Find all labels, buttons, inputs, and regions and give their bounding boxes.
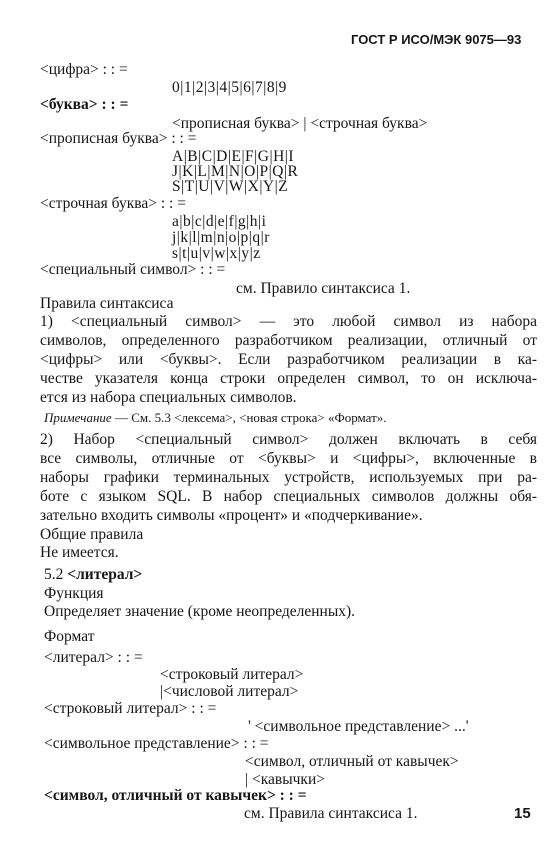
note-label: Примечание xyxy=(44,410,112,425)
page-number: 15 xyxy=(514,805,531,822)
para2-line-3: наборы графики терминальных устройств, используемых при ра- xyxy=(40,469,537,486)
para1-line-3: <цифры> или <буквы>. Если разработчиком реализации в ка- xyxy=(40,351,537,368)
rule-letter-values: <прописная буква> | <строчная буква> xyxy=(172,115,428,132)
none-text: Не имеется. xyxy=(40,544,119,561)
format-char-repr-alt1: <символ, отличный от кавычек> xyxy=(245,753,459,770)
section-title: <литерал> xyxy=(67,566,143,583)
para2-line-2: все символы, отличные от <буквы> и <цифры>, включенные в xyxy=(40,450,537,467)
para2-line-1: 2) Набор <специальный символ> должен включать в себя xyxy=(40,431,537,448)
para2-line-5: зательно входить символы «процент» и «подчеркивание». xyxy=(40,507,423,524)
rule-upper: <прописная буква> : : = xyxy=(40,130,197,147)
format-char-repr-alt2: | <кавычки> xyxy=(245,771,325,788)
para1-line-2: символов, определенного разработчиком реализации, отличный от xyxy=(40,332,537,349)
rule-digit: <цифра> : : = xyxy=(40,61,128,78)
format-nonquote: <символ, отличный от кавычек> : : = xyxy=(44,787,307,804)
format-literal-alt1: <строковый литерал> xyxy=(160,666,304,683)
format-literal-alt2: |<числовой литерал> xyxy=(160,683,299,700)
format-char-repr: <символьное представление> : : = xyxy=(44,735,269,752)
rule-lower-values-1: a|b|c|d|e|f|g|h|i xyxy=(172,213,267,230)
para1-line-5: ется из набора специальных символов. xyxy=(40,389,297,406)
rule-special-value: см. Правило синтаксиса 1. xyxy=(236,280,411,297)
rule-lower: <строчная буква> : : = xyxy=(40,195,186,212)
para2-line-4: боте с языком SQL. В набор специальных символов должны обя- xyxy=(40,488,537,505)
format-string-literal: <строковый литерал> : : = xyxy=(44,700,217,717)
format-nonquote-value: см. Правила синтаксиса 1. xyxy=(244,805,418,822)
section-number: 5.2 xyxy=(44,566,64,583)
note-text: — См. 5.3 <лексема>, <новая строка> «Формат». xyxy=(114,410,387,425)
para1-line-4: честве указателя конца строки определен символ, то он исключа- xyxy=(40,370,537,387)
format-heading: Формат xyxy=(44,628,95,645)
rule-upper-values-2: J|K|L|M|N|O|P|Q|R xyxy=(172,163,299,180)
section-heading xyxy=(44,567,142,583)
format-literal: <литерал> : : = xyxy=(44,649,143,666)
rule-lower-values-2: j|k|l|m|n|o|p|q|r xyxy=(172,229,270,246)
function-text: Определяет значение (кроме неопределенных). xyxy=(44,603,356,620)
rule-upper-values-1: A|B|C|D|E|F|G|H|I xyxy=(172,148,295,165)
function-heading: Функция xyxy=(44,585,104,602)
running-header: ГОСТ Р ИСО/МЭК 9075—93 xyxy=(351,32,522,47)
format-string-literal-value: ' <символьное представление> ...' xyxy=(248,718,469,735)
note xyxy=(44,411,387,424)
rule-lower-values-3: s|t|u|v|w|x|y|z xyxy=(172,245,261,262)
para1-line-1: 1) <специальный символ> — это любой символ из набора xyxy=(40,313,537,330)
rule-letter: <буква> : : = xyxy=(40,96,129,113)
rule-digit-values: 0|1|2|3|4|5|6|7|8|9 xyxy=(172,79,287,96)
rule-special: <специальный символ> : : = xyxy=(40,261,226,278)
syntax-rules-heading: Правила синтаксиса xyxy=(40,295,174,312)
rule-upper-values-3: S|T|U|V|W|X|Y|Z xyxy=(172,178,289,195)
general-rules-heading: Общие правила xyxy=(40,526,144,543)
